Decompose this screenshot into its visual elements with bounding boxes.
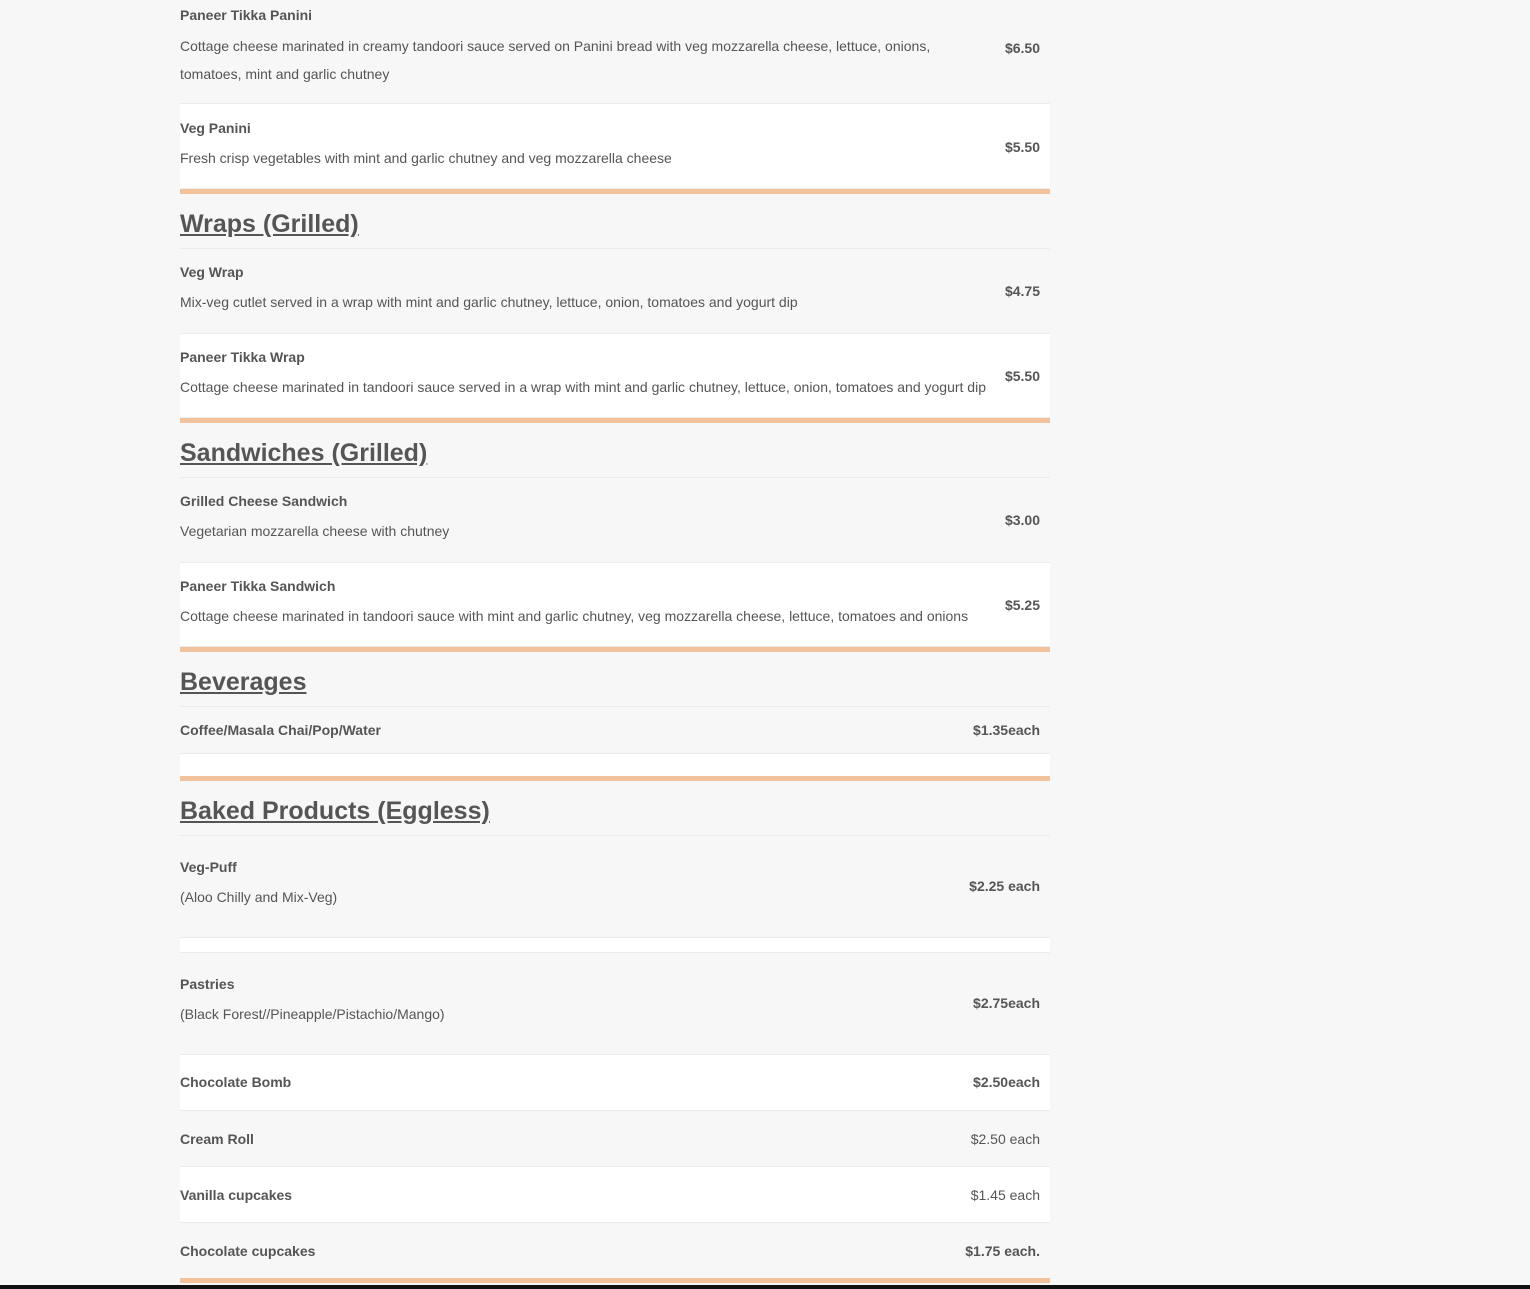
item-name: Veg Wrap bbox=[180, 264, 244, 280]
item-description: Fresh crisp vegetables with mint and garlic chutney and veg mozzarella cheese bbox=[180, 150, 672, 166]
menu-item bbox=[180, 1055, 1050, 1111]
section-divider bbox=[180, 1278, 1050, 1283]
section-divider bbox=[180, 647, 1050, 652]
item-description: (Aloo Chilly and Mix-Veg) bbox=[180, 889, 338, 905]
menu-item bbox=[180, 1223, 1050, 1279]
section-divider bbox=[180, 776, 1050, 781]
item-description: Vegetarian mozzarella cheese with chutney bbox=[180, 523, 450, 539]
item-name: Vanilla cupcakes bbox=[180, 1187, 293, 1203]
menu-item bbox=[180, 249, 1050, 334]
menu-item bbox=[180, 707, 1050, 754]
item-price: $1.75 each. bbox=[965, 1243, 1040, 1259]
empty-row bbox=[180, 754, 1050, 776]
item-price: $4.75 bbox=[1004, 283, 1040, 299]
item-price: $1.35each bbox=[973, 722, 1040, 738]
item-name: Veg Panini bbox=[180, 120, 251, 136]
item-price: $2.25 each bbox=[969, 878, 1040, 894]
section-title-sandwiches: Sandwiches (Grilled) bbox=[180, 439, 428, 467]
item-price: $5.50 bbox=[1004, 368, 1040, 384]
menu-item bbox=[180, 334, 1050, 418]
section-title-baked: Baked Products (Eggless) bbox=[180, 797, 490, 825]
item-description: (Black Forest//Pineapple/Pistachio/Mango) bbox=[180, 1006, 445, 1022]
item-price: $5.50 bbox=[1004, 139, 1040, 155]
item-name: Paneer Tikka Sandwich bbox=[180, 578, 336, 594]
menu-item bbox=[180, 953, 1050, 1055]
section-title-wraps: Wraps (Grilled) bbox=[180, 210, 359, 238]
section-divider bbox=[180, 418, 1050, 423]
bottom-edge-bar bbox=[0, 1285, 1530, 1289]
item-name: Chocolate Bomb bbox=[180, 1074, 292, 1090]
item-description: Cottage cheese marinated in creamy tandoori sauce served on Panini bread with veg mozzarella cheese, lettuce, onions, tomatoes, mint and garlic chutney bbox=[180, 38, 931, 82]
item-name: Cream Roll bbox=[180, 1131, 254, 1147]
menu-item bbox=[180, 0, 1050, 104]
section-title-beverages: Beverages bbox=[180, 668, 307, 696]
item-name: Grilled Cheese Sandwich bbox=[180, 493, 348, 509]
section-divider bbox=[180, 189, 1050, 194]
item-price: $5.25 bbox=[1004, 597, 1040, 613]
item-description: Cottage cheese marinated in tandoori sauce served in a wrap with mint and garlic chutney, lettuce, onion, tomatoes and yogurt dip bbox=[180, 379, 986, 395]
item-description: Cottage cheese marinated in tandoori sauce with mint and garlic chutney, veg mozzarella cheese, lettuce, tomatoes and onions bbox=[180, 608, 969, 624]
menu-item bbox=[180, 563, 1050, 647]
menu-item bbox=[180, 104, 1050, 189]
empty-row bbox=[180, 938, 1050, 953]
menu-item bbox=[180, 1111, 1050, 1167]
item-description: Mix-veg cutlet served in a wrap with mint and garlic chutney, lettuce, onion, tomatoes and yogurt dip bbox=[180, 294, 798, 310]
item-name: Pastries bbox=[180, 976, 235, 992]
menu-item bbox=[180, 1167, 1050, 1223]
item-name: Coffee/Masala Chai/Pop/Water bbox=[180, 722, 381, 738]
item-name: Paneer Tikka Wrap bbox=[180, 349, 305, 365]
menu-item bbox=[180, 836, 1050, 938]
menu-item bbox=[180, 478, 1050, 563]
item-price: $1.45 each bbox=[970, 1187, 1040, 1203]
item-name: Chocolate cupcakes bbox=[180, 1243, 316, 1259]
item-price: $2.50each bbox=[973, 1074, 1040, 1090]
item-price: $2.50 each bbox=[970, 1131, 1040, 1147]
item-name: Paneer Tikka Panini bbox=[180, 7, 313, 23]
item-price: $3.00 bbox=[1004, 512, 1040, 528]
item-name: Veg-Puff bbox=[180, 859, 237, 875]
item-price: $6.50 bbox=[1004, 40, 1040, 56]
item-price: $2.75each bbox=[973, 995, 1040, 1011]
